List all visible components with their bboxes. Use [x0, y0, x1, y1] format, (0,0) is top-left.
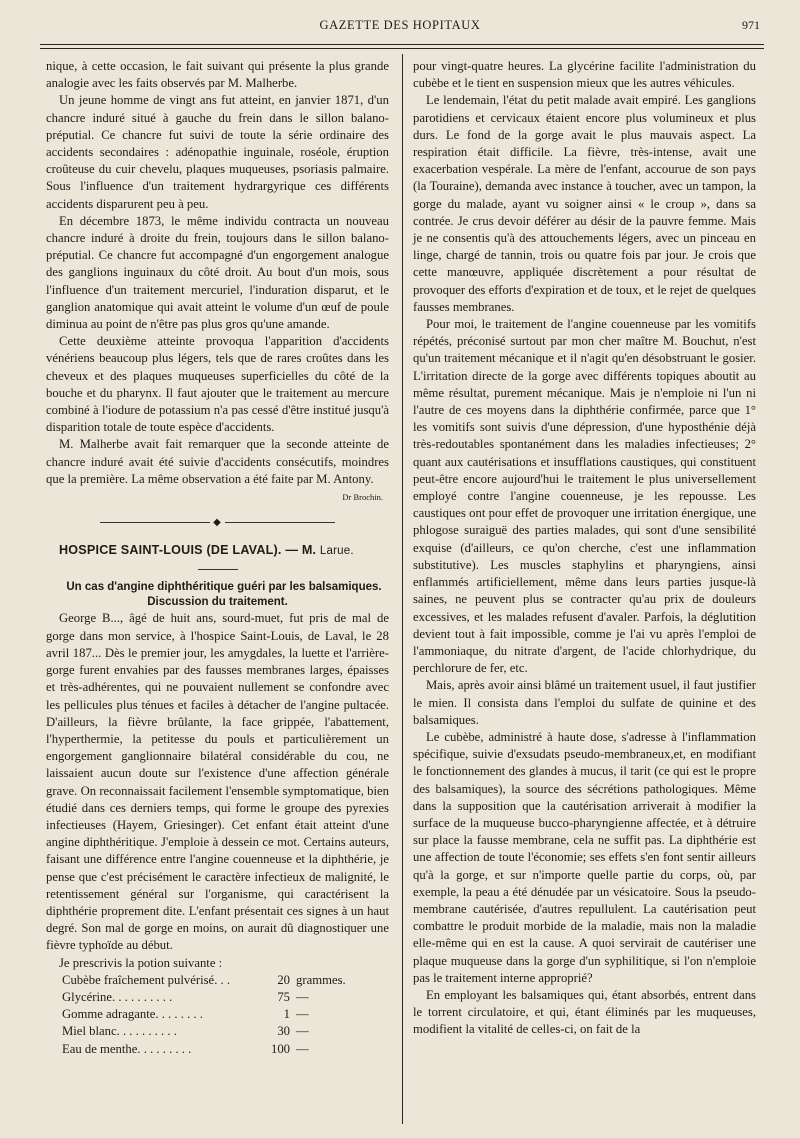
journal-title: GAZETTE DES HOPITAUX: [319, 18, 481, 32]
paragraph: En employant les balsamiques qui, étant absorbés, entrent dans le torrent circulatoire, et qui, étant éliminés par les muqueuses, modifient la vitalité de celles-ci, on fait de la: [413, 987, 756, 1037]
header-rule-thick: [40, 44, 764, 45]
page-header: [40, 14, 760, 38]
ingredient: Gomme adragante. . . . . . . .: [62, 1007, 203, 1022]
unit: —: [296, 1024, 309, 1039]
author-signature: Dr Brochin.: [342, 492, 383, 503]
section-heading: [46, 542, 389, 560]
paragraph: En décembre 1873, le même individu contracta un nouveau chancre induré à droite du frein, toujours dans le sillon balano-préputial. Ce chancre fut accompagné d'un engorgement analogue des ganglions inguinaux du côté droit. Au bout d'un mois, sous l'influence d'un traitement mercuriel, l'induration disparut, et le ganglion anatomique qui avait atteint le volume d'un œuf de poule diminua au point de n'être pas plus gros qu'une amande.: [46, 213, 389, 332]
paragraph: Pour moi, le traitement de l'angine couenneuse par les vomitifs répétés, préconisé surtout par mon cher maître M. Bouchut, n'est qu'un traitement mécanique et il n'agit qu'en désobstruant le gosier. L'irritation directe de la gorge avec différents topiques aboutit au même résultat, purement mécanique. Mais je n'emploie ni l'un ni l'autre de ces moyens dans la diphthérie confirmée, parce que 1° les vomitifs sont suivis d'une dépression, d'une hyposthénie déjà très-redoutables spontanément dans les maladies infectieuses; 2° quant aux cautérisations et insufflations caustiques, qui constituent peut-être encore aujourd'hui le traitement le plus universellement employé contre l'angine couenneuse, je les repousse. Les caustiques ont pour effet de provoquer une irritation énergique, une phlogose suraiguë des parties malades, qui sont d'une sensibilité exquise (d'ailleurs, ce qu'on cherche, c'est une inflammation substitutive). Les muscles staphylins et pharyngiens, ainsi enflammés artificiellement, même dans leurs parties jusque-là saines, ne peuvent plus se contracter qu'au prix de douleurs excessives, et les malades refusent d'avaler. Parfois, la déglutition devient tout à fait impossible, comme je l'ai vu après l'emploi de l'ammoniaque, du nitrate d'argent, de l'acide chlorhydrique, du perchlorure de fer, etc.: [413, 317, 756, 676]
section-author: Larue.: [319, 545, 354, 558]
paragraph: Le lendemain, l'état du petit malade avait empiré. Les ganglions parotidiens et cervicaux étaient encore plus volumineux et plus durs. Le fond de la gorge avait le plus mauvais aspect. La respiration était difficile. La fièvre, très-intense, avait une exacerbation vespérale. La mère de l'enfant, accourue de son pays (la Touraine), demanda avec instance à toucher, avec un tampon, la gorge du malade, ayant vu soigner ainsi « le croup », dans sa contrée. Je crus devoir déférer au désir de la pauvre femme. Mais je ne consentis qu'à des attouchements légers, avec un pinceau en linge, chargé de tannin, trois ou quatre fois par jour. Je crois que cette manœuvre, appliquée discrètement a pour résultat de provoquer des efforts d'expiration et de toux, et le rejet de quelques fausses membranes.: [413, 93, 756, 314]
paragraph: Un jeune homme de vingt ans fut atteint, en janvier 1871, d'un chancre induré situé à gauche du frein dans le sillon balano-préputial. Ce chancre fut suivi de toute la série ordinaire des accidents secondaires : adénopathie inguinale, roséole, éruption croûteuse du cuir chevelu, plaques muqueuses, psoriasis palmaire. Sous l'influence d'un traitement hydrargyrique ces différents accidents disparurent peu à peu.: [46, 93, 389, 211]
page-number: 971: [742, 18, 760, 32]
quantity: 75: [277, 989, 290, 1004]
prescription-row: [62, 972, 386, 989]
unit: grammes.: [296, 972, 346, 987]
paragraph: Le cubèbe, administré à haute dose, s'adresse à l'inflammation spécifique, suivie d'exsudats pseudo-membraneux,et, en modifiant le fonctionnement des glandes à mucus, il tarit (ce qui est le propre des balsamiques), la source des sécrétions pathologiques. Même dans la supposition que la cautérisation arriverait à modifier la surface de la muqueuse bucco-pharyngienne affectée, et à détruire sur place la fausse membrane, cela ne suffit pas. La diphthérie est une affection de toute l'économie; ses effets s'en font sentir ailleurs qu'à la gorge, et sur n'importe quelle partie du corps, où, par exemple, la peau a été dénudée par un vésicatoire. Sous la pseudo-membrane cautérisée, d'autres repullulent. La cautérisation peut combattre le produit morbide de la maladie, mais non la maladie elle-même qui en est la cause. A quoi servirait de cautériser une plaque muqueuse dans la gorge d'un syphilitique, si l'on n'emploie pas le traitement interne approprié?: [413, 729, 756, 985]
paragraph: nique, à cette occasion, le fait suivant qui présente la plus grande analogie avec les faits observés par M. Malherbe.: [46, 59, 389, 91]
column-divider: [402, 54, 403, 1124]
right-column: [413, 58, 756, 1039]
section-heading-text: HOSPICE SAINT-LOUIS (DE LAVAL). — M.: [59, 543, 317, 558]
ingredient: Cubèbe fraîchement pulvérisé. . .: [62, 972, 231, 987]
short-divider: [198, 569, 238, 570]
quantity: 100: [270, 1041, 290, 1056]
ingredient: Eau de menthe. . . . . . . . .: [62, 1041, 192, 1056]
prescription-row: [62, 1023, 386, 1040]
prescription-table: [62, 972, 386, 1058]
case-subtitle: Discussion du traitement.: [147, 596, 288, 609]
quantity: 30: [277, 1024, 290, 1039]
left-column: [46, 58, 389, 1058]
paragraph: Cette deuxième atteinte provoqua l'apparition d'accidents vénériens beaucoup plus légers, tels que de rares croûtes dans les cheveux et des plaques muqueuses superficielles du côté de la bouche et du pharynx. Il faut ajouter que le traitement au mercure combiné à l'iodure de potassium n'a pas cessé d'être institué jusqu'à disparition totale de toute espèce d'accidents.: [46, 334, 389, 435]
header-rule-thin: [40, 48, 764, 49]
paragraph: Mais, après avoir ainsi blâmé un traitement usuel, il faut justifier le mien. Il consista dans l'emploi du sulfate de quinine et des balsamiques.: [413, 678, 756, 727]
case-title: [46, 580, 389, 610]
signature-line: [46, 488, 389, 505]
unit: —: [296, 1041, 309, 1056]
prescription-row: [62, 1041, 386, 1058]
ingredient: Glycérine. . . . . . . . . .: [62, 989, 173, 1004]
quantity: 1: [283, 1007, 290, 1022]
paragraph: George B..., âgé de huit ans, sourd-muet, fut pris de mal de gorge dans mon service, à l'hospice Saint-Louis, de Laval, le 28 avril 187... Dès le premier jour, les amygdales, la luette et l'arrière-gorge furent envahies par des fausses membranes larges, épaisses et très-adhérentes, qui ne pouvaient nullement se confondre avec les pellicules plus ténues et faciles à détacher de l'angine pultacée. D'ailleurs, la fièvre brûlante, la face grippée, l'abattement, l'hyperthermie, la petitesse du pouls et particulièrement un engorgement ganglionnaire bilatéral considérable du cou, ne laissaient aucun doute sur l'existence d'une affection générale grave. On reconnaissait facilement l'ensemble symptomatique, bien étudié dans ces derniers temps, qui forme le groupe des pyrexies infectieuses (Hayem, Griesinger). Cet enfant était atteint d'une angine diphthéritique. J'emploie à dessein ce mot. Certains auteurs, faisant une différence entre l'angine couenneuse et la diphthérie, je pense que c'est précisément le caractère infectieux de malignité, le retentissement général sur l'organisme, qui caractérisent la diphthérie proprement dite. L'enfant présentait ces signes à un haut degré. Son mal de gorge en moins, on aurait dû diagnostiquer une fièvre typhoïde au début.: [46, 611, 389, 953]
unit: —: [296, 989, 309, 1004]
section-ornament: ◆: [46, 514, 389, 531]
prescription-row: [62, 1006, 386, 1023]
prescription-row: [62, 989, 386, 1006]
case-title-text: Un cas d'angine diphthéritique guéri par les balsamiques.: [66, 581, 382, 594]
unit: —: [296, 1007, 309, 1022]
paragraph: pour vingt-quatre heures. La glycérine facilite l'administration du cubèbe et le tient en suspension mieux que les autres véhicules.: [413, 59, 756, 91]
paragraph: Je prescrivis la potion suivante :: [59, 955, 223, 970]
quantity: 20: [277, 972, 290, 987]
paragraph: M. Malherbe avait fait remarquer que la seconde atteinte de chancre induré avait été suivie d'accidents consécutifs, moindres que la première. La même observation a été faite par M. Antony.: [46, 437, 389, 486]
ingredient: Miel blanc. . . . . . . . . .: [62, 1024, 177, 1039]
